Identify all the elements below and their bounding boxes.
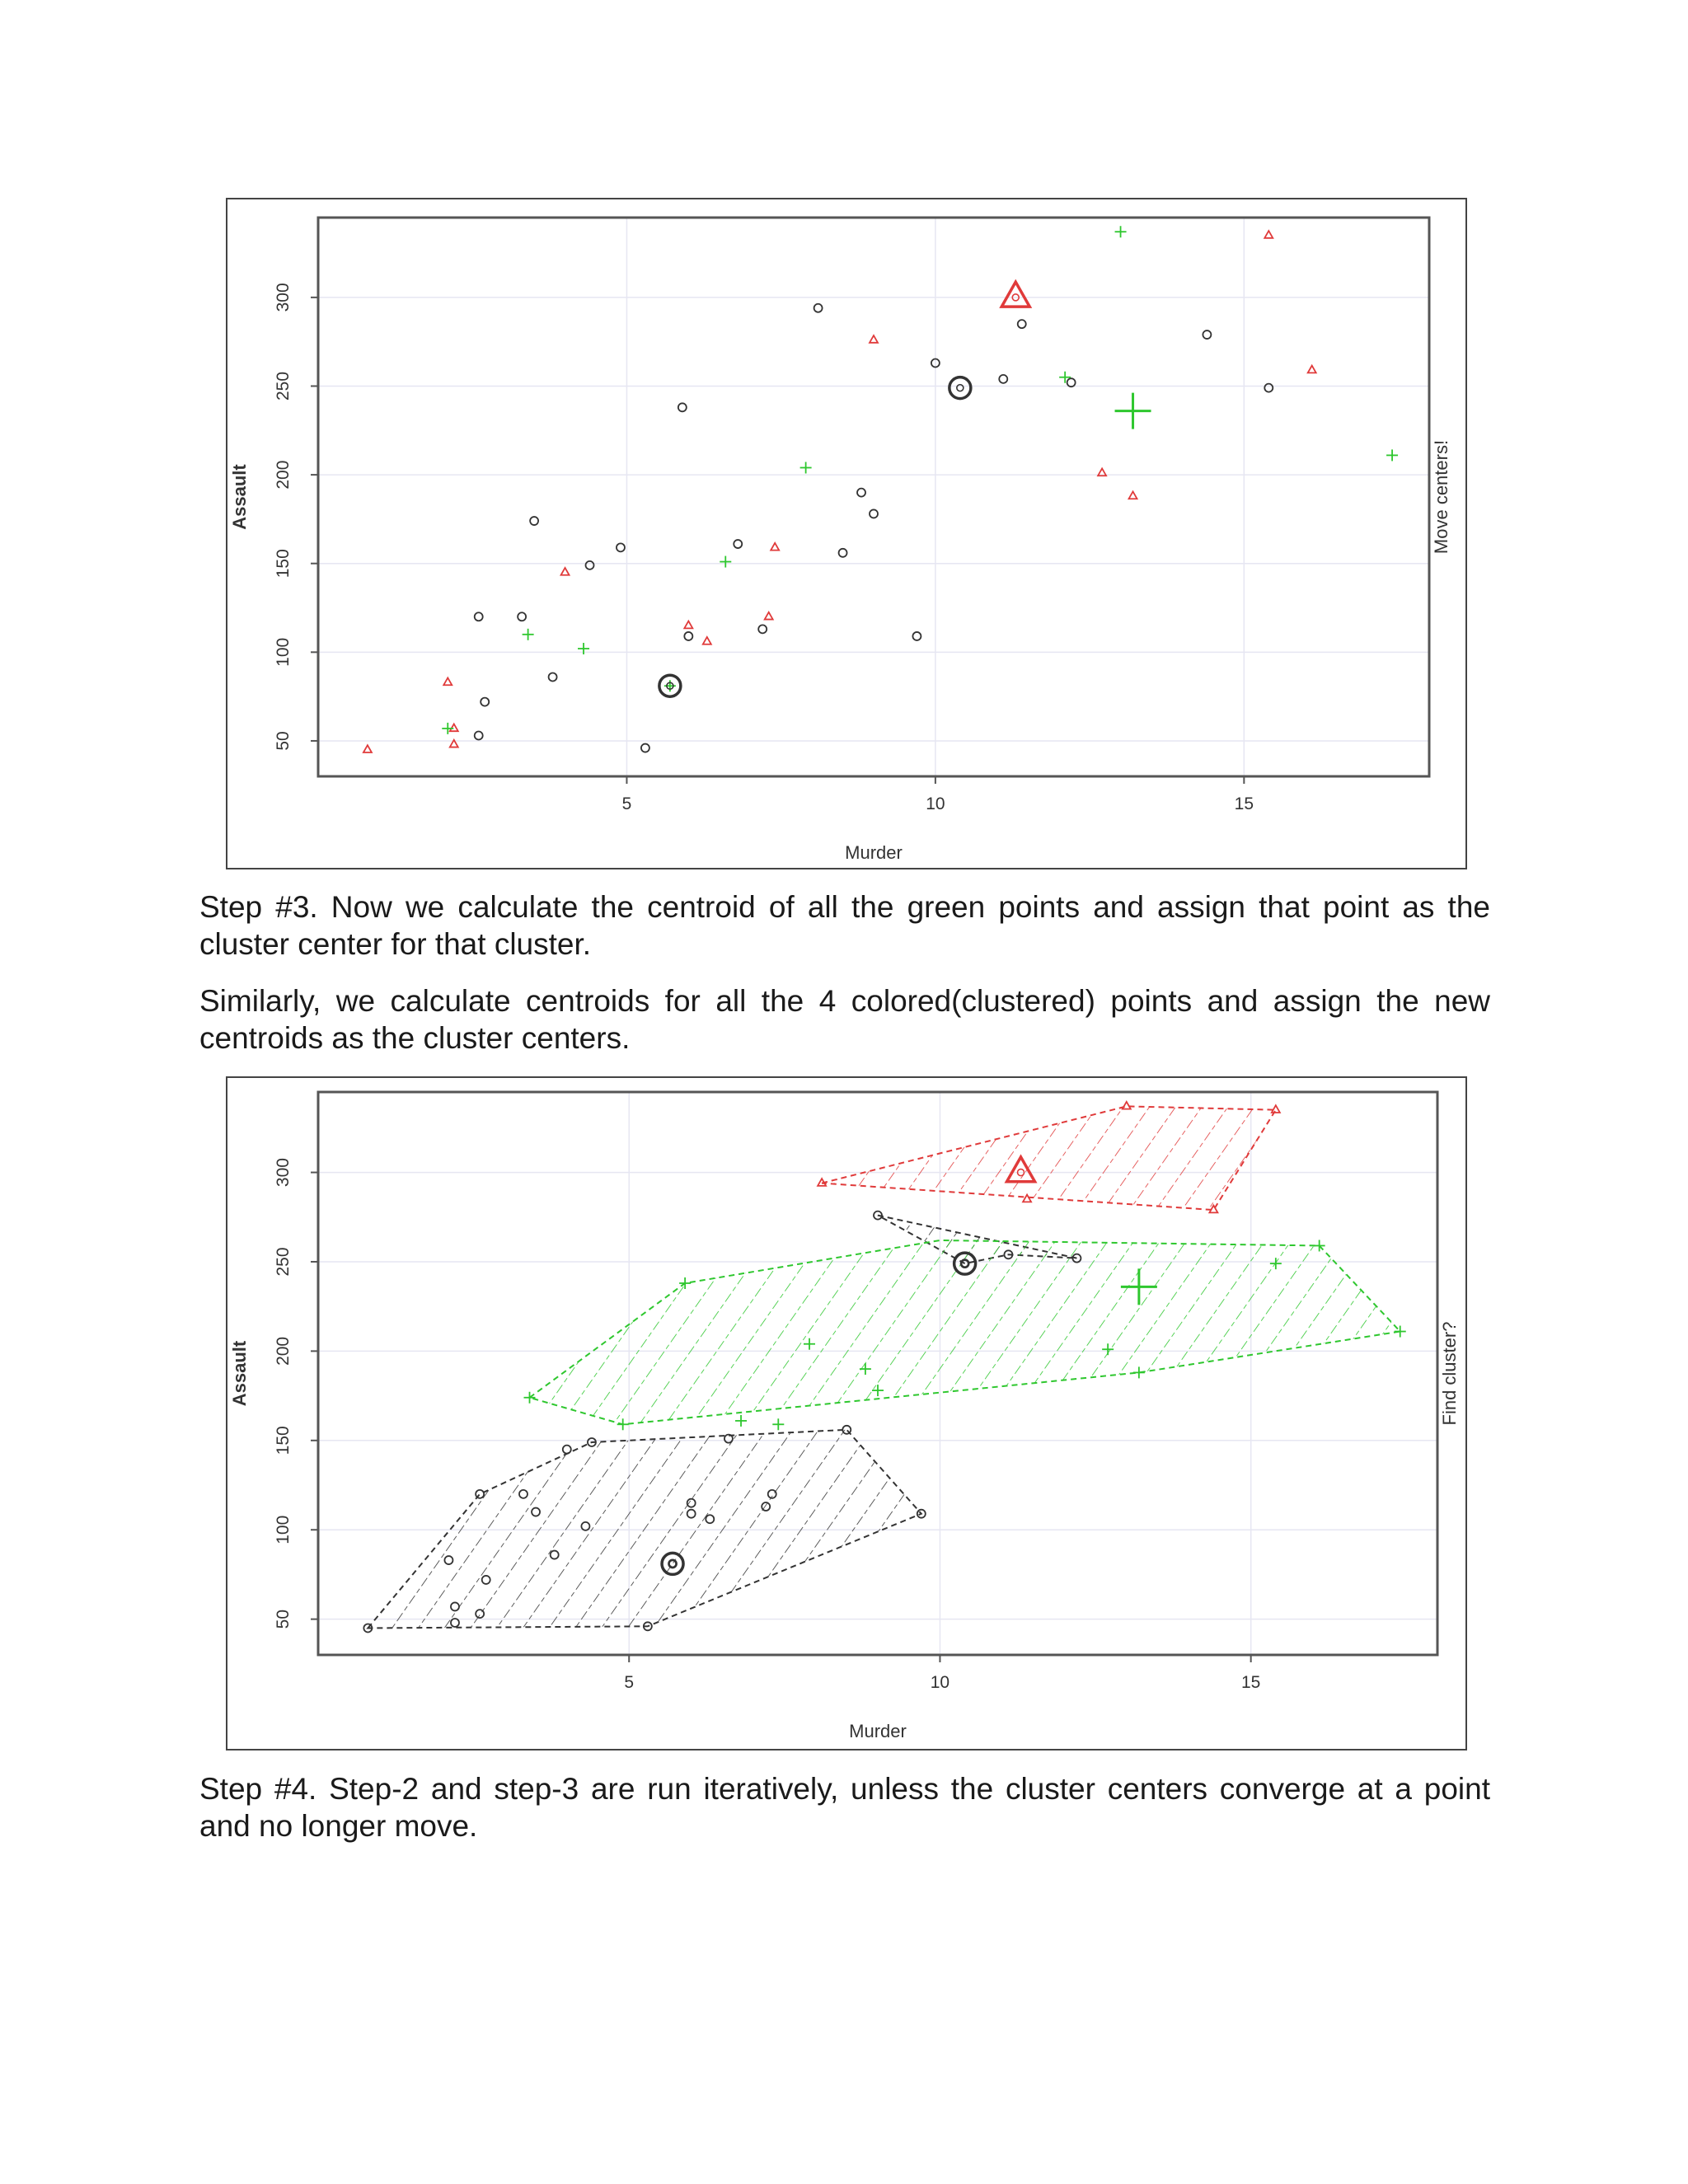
x-tick-label: 15 [1240, 1673, 1261, 1692]
data-point [684, 632, 692, 640]
x-tick-label: 5 [621, 794, 632, 813]
data-point [771, 543, 779, 551]
data-point [1264, 384, 1273, 392]
data-point [800, 462, 812, 473]
data-point [442, 723, 453, 734]
data-point [999, 375, 1007, 383]
cluster-hull [822, 1106, 1276, 1210]
y-tick-label: 250 [274, 1247, 293, 1277]
data-point [664, 680, 676, 691]
data-point [1115, 226, 1127, 237]
scatter-chart-find-cluster [227, 1078, 1465, 1749]
step3-paragraph: Step #3. Now we calculate the centroid of all the green points and assign that point as the cluster center for that cluster. [199, 890, 1490, 961]
cluster-center [1115, 393, 1151, 429]
data-point [450, 724, 458, 731]
data-point [481, 698, 489, 706]
data-point [1067, 378, 1076, 387]
data-point [870, 509, 878, 518]
scatter-figure-1 [226, 198, 1467, 869]
data-point [586, 561, 594, 569]
data-point [443, 677, 452, 685]
data-point [1308, 366, 1316, 373]
step4-paragraph: Step #4. Step-2 and step-3 are run iteratively, unless the cluster centers converge at a point and no longer move. [199, 1772, 1490, 1843]
y-axis-label: Assault [229, 1340, 250, 1407]
data-point [912, 632, 921, 640]
data-point [475, 612, 483, 621]
data-point [765, 612, 773, 620]
cluster-hull [368, 1430, 921, 1629]
data-point [530, 517, 538, 525]
data-point [703, 637, 711, 644]
x-axis-label: Murder [849, 1721, 907, 1741]
y-tick-label: 300 [274, 283, 293, 312]
data-point [772, 1418, 784, 1430]
data-point [561, 568, 570, 575]
data-point [857, 489, 865, 497]
y-tick-label: 50 [274, 1609, 293, 1629]
data-point [870, 335, 878, 343]
scatter-chart-move-centers [227, 199, 1465, 868]
data-point [1264, 231, 1273, 238]
x-axis-label: Murder [845, 842, 903, 863]
similarly-paragraph: Similarly, we calculate centroids for all the 4 colored(clustered) points and assign the new centroids as the cluster centers. [199, 984, 1490, 1055]
data-point [617, 543, 625, 551]
data-point [758, 625, 767, 633]
data-point [720, 556, 731, 568]
data-point [678, 403, 687, 411]
data-point [814, 304, 823, 312]
data-point [839, 549, 847, 557]
y-tick-label: 200 [274, 460, 293, 490]
x-tick-label: 10 [930, 1673, 950, 1692]
x-tick-label: 5 [624, 1673, 635, 1692]
data-point [549, 673, 557, 681]
cluster-center [950, 377, 971, 399]
y-tick-label: 300 [274, 1158, 293, 1188]
data-point [563, 1446, 571, 1454]
data-point [684, 621, 692, 629]
y-tick-label: 100 [274, 637, 293, 667]
x-tick-label: 10 [926, 794, 945, 813]
y-tick-label: 150 [274, 1426, 293, 1455]
y-axis-label: Assault [229, 464, 250, 530]
data-point [363, 745, 372, 752]
data-point [475, 731, 483, 739]
data-point [734, 540, 742, 548]
x-tick-label: 15 [1234, 794, 1254, 813]
data-point [1272, 1105, 1280, 1113]
data-point [1203, 330, 1211, 339]
y-tick-label: 100 [274, 1515, 293, 1544]
y-tick-label: 50 [274, 731, 293, 751]
data-point [1059, 372, 1071, 383]
side-annotation: Find cluster? [1439, 1321, 1460, 1426]
data-point [524, 1392, 536, 1404]
data-point [818, 1179, 826, 1186]
data-point [518, 612, 526, 621]
y-tick-label: 200 [274, 1336, 293, 1366]
data-point [735, 1415, 747, 1427]
data-point [1129, 491, 1137, 499]
scatter-figure-2 [226, 1076, 1467, 1750]
y-tick-label: 150 [274, 549, 293, 579]
data-point [1018, 320, 1026, 328]
data-point [1386, 449, 1398, 461]
side-annotation: Move centers! [1431, 439, 1451, 555]
y-tick-label: 250 [274, 371, 293, 401]
data-point [523, 629, 534, 640]
plot-border [318, 218, 1429, 776]
data-point [641, 744, 649, 752]
